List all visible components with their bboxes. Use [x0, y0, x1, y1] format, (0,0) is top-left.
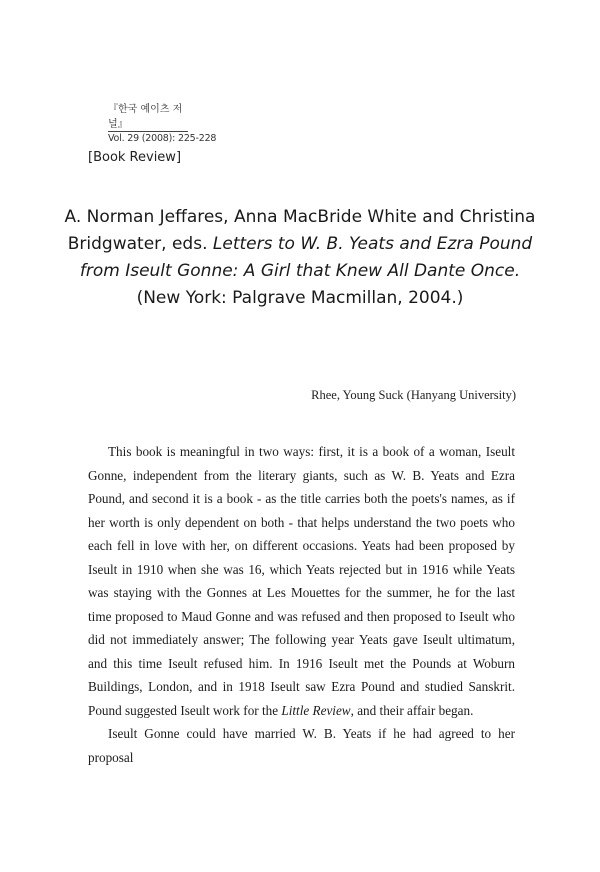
paragraph-1-text: This book is meaningful in two ways: first, it is a book of a woman, Iseult Gonne, independent from the literary giants, such as W. B. Yeats and Ezra Pound, and second it is a book - as the title carries both the poets's names, as if her worth is only dependent on both - that helps understand the two poets who each fell in love with her, on different occasions. Yeats had been proposed by Iseult in 1910 when she was 16, which Yeats rejected but in 1916 while Yeats was staying with the Gonnes at Les Mouettes for the summer, he for the last time proposed to Maud Gonne and was refused and then proposed to Iseult who did not immediately answer; The following year Yeats gave Iseult ultimatum, and this time Iseult refused him. In 1916 Iseult met the Pounds at Woburn Buildings, London, and in 1918 Iseult saw Ezra Pound and studied Sanskrit. Pound suggested Iseult work for the: [88, 444, 515, 718]
editors-text: A. Norman Jeffares, Anna MacBride White and Christina Bridgwater, eds.: [64, 207, 536, 254]
journal-volume: Vol. 29 (2008): 225-228: [108, 133, 217, 144]
section-label: [Book Review]: [88, 150, 182, 165]
review-body: [88, 440, 515, 769]
paragraph-1: [88, 440, 515, 722]
paragraph-1-end: , and their affair began.: [350, 702, 474, 718]
reviewer-name: Rhee, Young Suck (Hanyang University): [311, 388, 516, 402]
journal-name: 『한국 예이츠 저널』: [108, 100, 188, 132]
book-title: Letters to W. B. Yeats and Ezra Pound from Iseult Gonne: A Girl that Knew All Dante Once.: [79, 234, 533, 281]
italic-title: Little Review: [281, 702, 351, 718]
paragraph-2: Iseult Gonne could have married W. B. Yeats if he had agreed to her proposal: [88, 726, 515, 765]
review-title: [60, 204, 540, 312]
publication-info: (New York: Palgrave Macmillan, 2004.): [136, 288, 464, 308]
journal-header: [108, 100, 216, 144]
